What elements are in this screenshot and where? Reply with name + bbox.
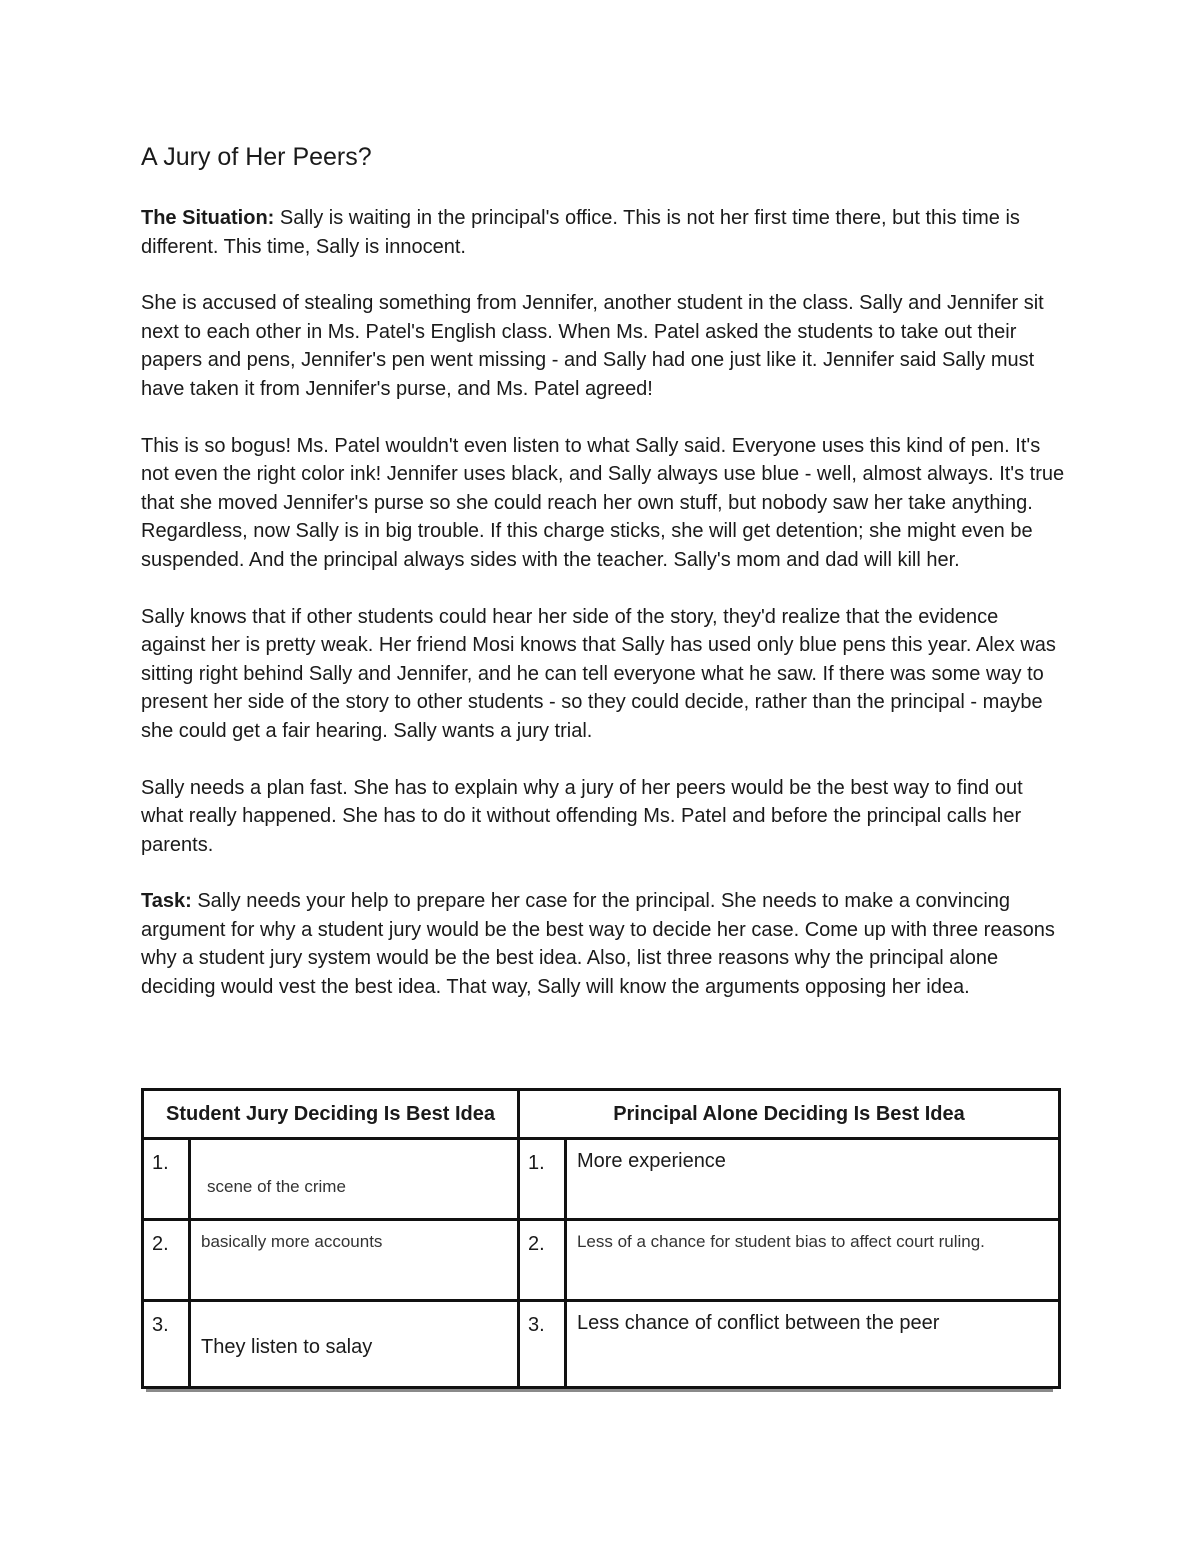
principal-reason-3-text: Less chance of conflict between the peer	[576, 1312, 940, 1334]
table-row	[143, 1139, 1060, 1220]
row-number: 1.	[143, 1139, 190, 1220]
row-number: 2.	[143, 1220, 190, 1301]
page-title: A Jury of Her Peers?	[141, 143, 372, 171]
principal-reason-1-text: More experience	[576, 1150, 726, 1172]
situation-label: The Situation:	[141, 207, 275, 229]
principal-alone-header: Principal Alone Deciding Is Best Idea	[518, 1090, 1059, 1139]
table-row	[143, 1220, 1060, 1301]
row-number: 3.	[143, 1301, 190, 1388]
row-number: 1.	[518, 1139, 565, 1220]
row-number: 2.	[518, 1220, 565, 1301]
situation-paragraph	[141, 204, 1066, 261]
student-reason-2[interactable]	[190, 1220, 519, 1301]
situation-text: Sally is waiting in the principal's office. This is not her first time there, but this time is different. This time, Sally is innocent.	[141, 207, 1020, 258]
story-paragraph-3: Sally knows that if other students could hear her side of the story, they'd realize that the evidence against her is pretty weak. Her friend Mosi knows that Sally has used only blue pens this year. Alex was sitting right behind Sally and Jennifer, and he can tell everyone what he saw. If there was some way to present her side of the story to other students - so they could decide, rather than the principal - maybe she could get a fair hearing. Sally wants a jury trial.	[141, 605, 1056, 742]
document-page	[141, 140, 1066, 1030]
story-paragraph-1: She is accused of stealing something from Jennifer, another student in the class. Sally and Jennifer sit next to each other in Ms. Patel's English class. When Ms. Patel asked the students to take out their papers and pens, Jennifer's pen went missing - and Sally had one just like it. Jennifer said Sally must have taken it from Jennifer's purse, and Ms. Patel agreed!	[141, 292, 1044, 400]
story-paragraph-4: Sally needs a plan fast. She has to explain why a jury of her peers would be the best way to find out what really happened. She has to do it without offending Ms. Patel and before the principal calls her parents.	[141, 776, 1023, 856]
principal-reason-1[interactable]	[565, 1139, 1059, 1220]
horizontal-divider	[146, 1389, 1053, 1392]
table-header-row	[143, 1090, 1060, 1139]
table-row	[143, 1301, 1060, 1388]
story-paragraph-2: This is so bogus! Ms. Patel wouldn't even listen to what Sally said. Everyone uses this kind of pen. It's not even the right color ink! Jennifer uses black, and Sally always use blue - well, almost always. It's true that she moved Jennifer's purse so she could reach her own stuff, but nobody saw her take anything. Regardless, now Sally is in big trouble. If this charge sticks, she will get detention; she might even be suspended. And the principal always sides with the teacher. Sally's mom and dad will kill her.	[141, 434, 1065, 571]
task-paragraph	[141, 887, 1066, 1001]
task-text: Sally needs your help to prepare her case for the principal. She needs to make a convincing argument for why a student jury would be the best way to decide her case. Come up with three reasons why a student jury system would be the best idea. Also, list three reasons why the principal alone deciding would vest the best idea. That way, Sally will know the arguments opposing her idea.	[141, 890, 1055, 999]
student-reason-2-text: basically more accounts	[201, 1232, 383, 1251]
student-reason-1[interactable]	[190, 1139, 519, 1220]
principal-reason-2-text: Less of a chance for student bias to affect court ruling.	[576, 1232, 985, 1251]
principal-reason-3[interactable]	[565, 1301, 1059, 1388]
student-reason-1-text: scene of the crime	[207, 1177, 346, 1196]
student-reason-3-text: They listen to salay	[201, 1336, 373, 1358]
row-number: 3.	[518, 1301, 565, 1388]
reasons-table	[141, 1088, 1061, 1389]
student-jury-header: Student Jury Deciding Is Best Idea	[143, 1090, 519, 1139]
principal-reason-2[interactable]	[565, 1220, 1059, 1301]
task-label: Task:	[141, 890, 192, 913]
student-reason-3[interactable]	[190, 1301, 519, 1388]
